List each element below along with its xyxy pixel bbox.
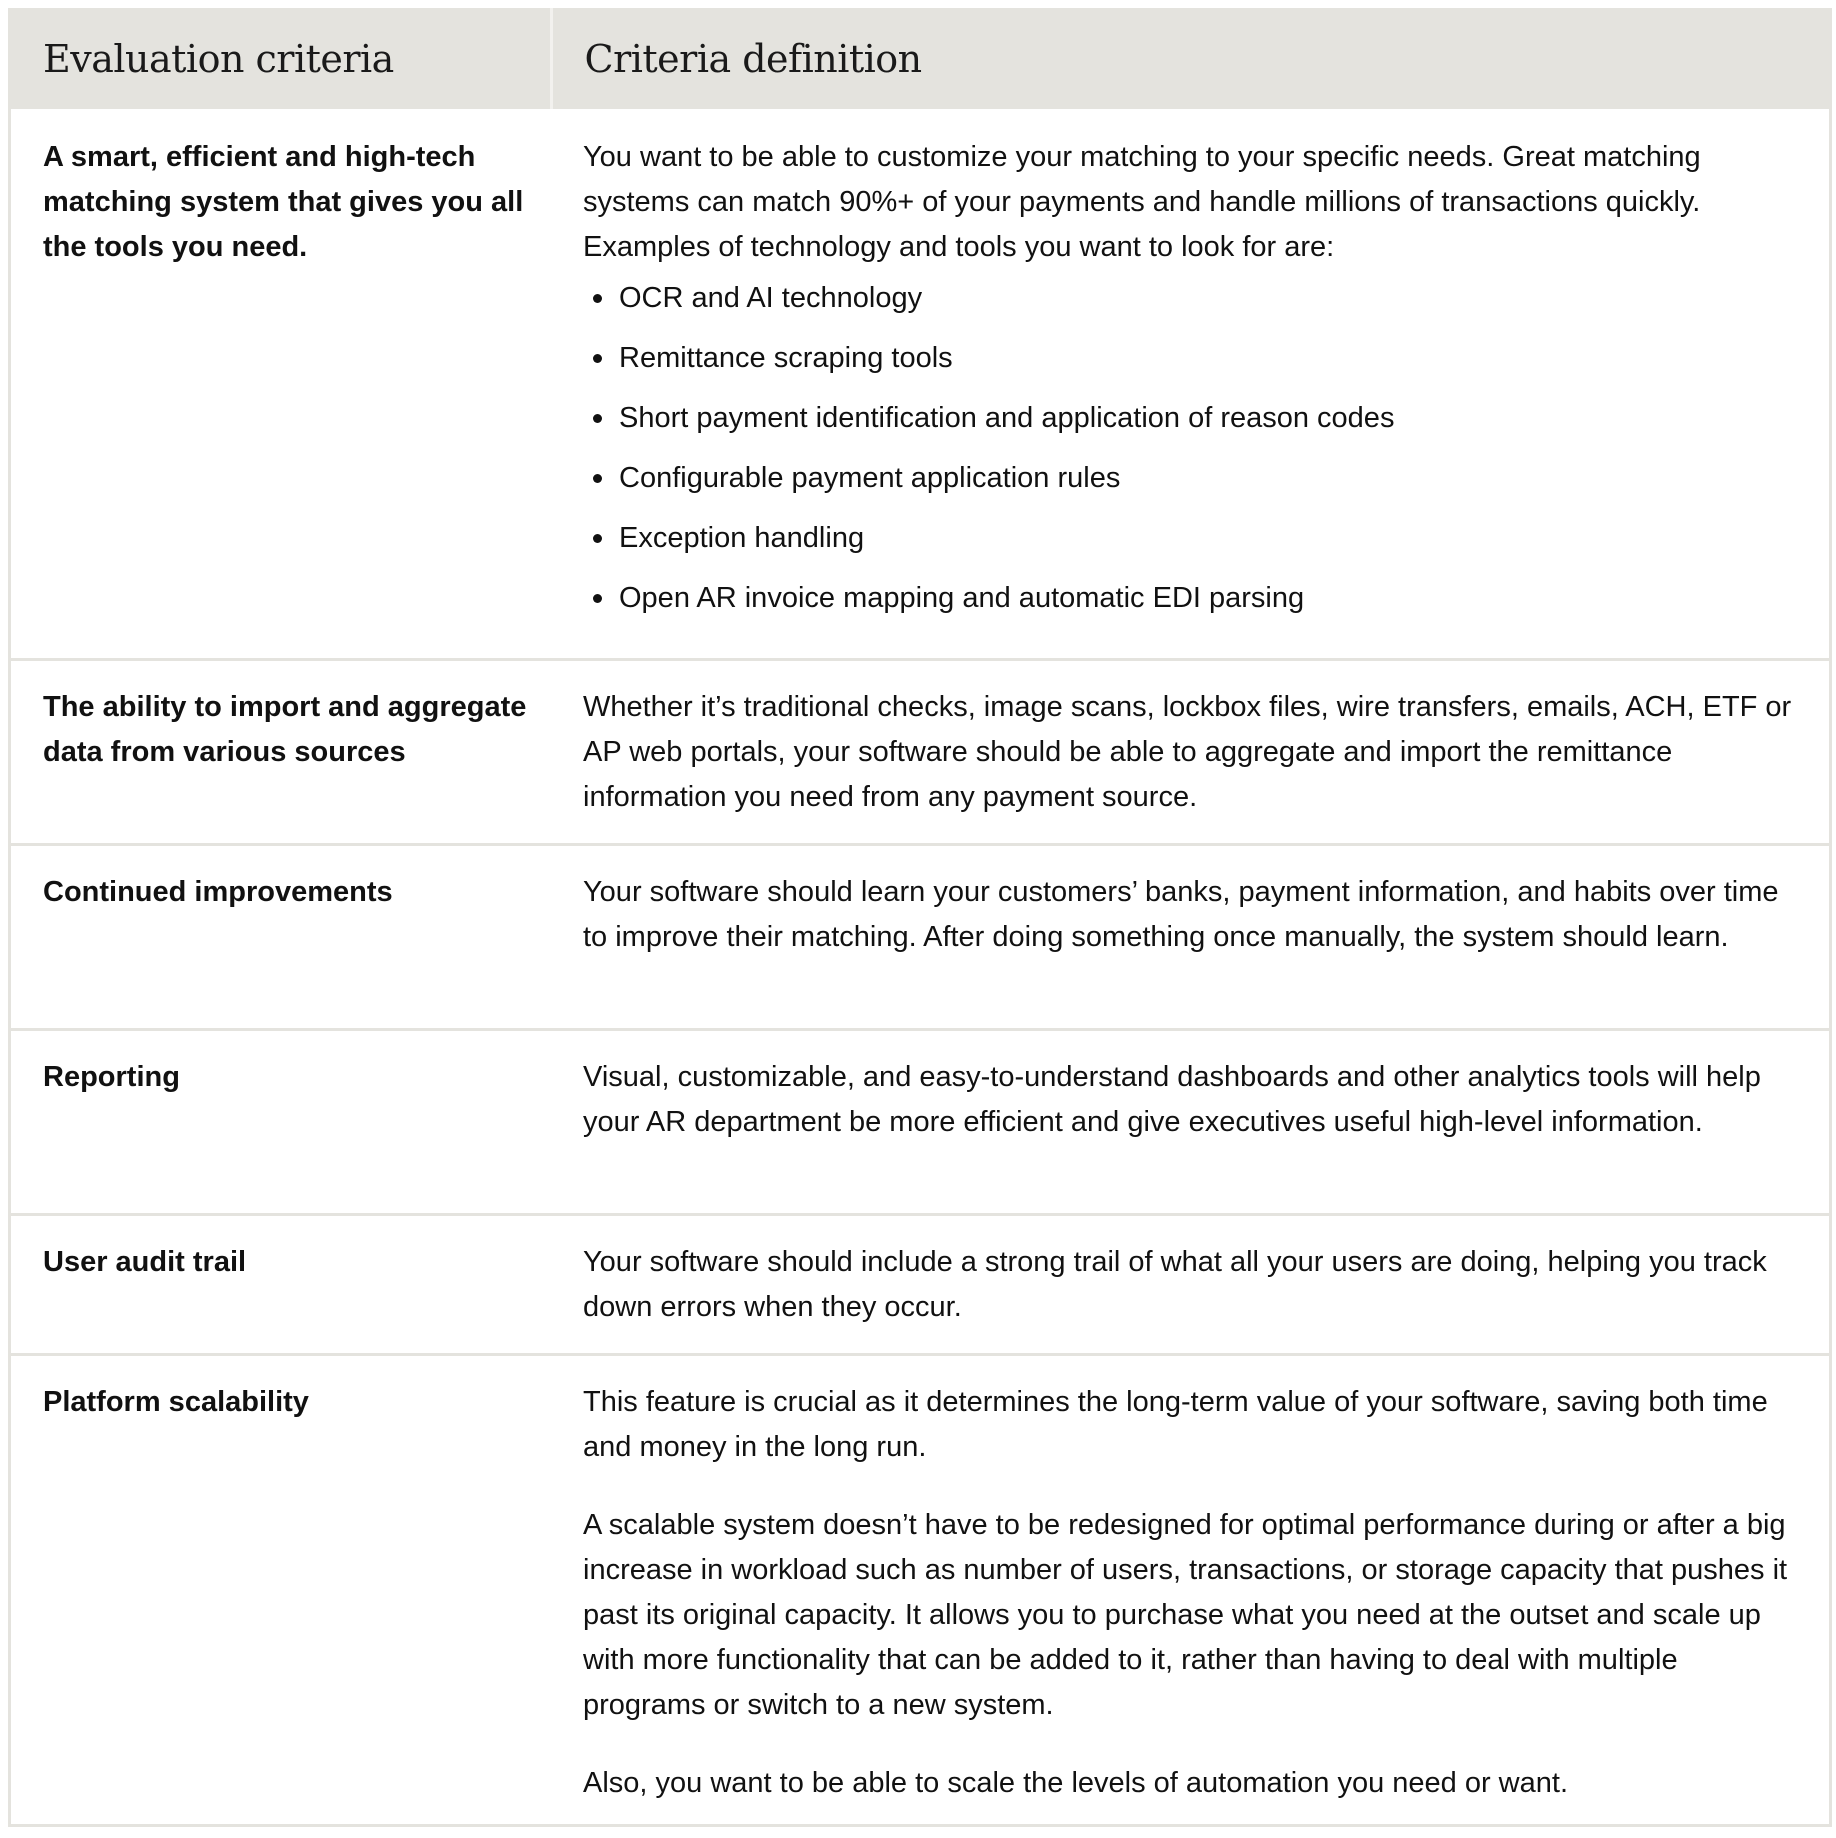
definition-paragraph: This feature is crucial as it determines the long-term value of your software, saving both time and money in the long run. xyxy=(583,1386,1768,1463)
tools-list xyxy=(583,276,1799,621)
evaluation-criteria-table xyxy=(8,8,1832,1827)
definition-cell xyxy=(551,1030,1829,1215)
list-item-text: Configurable payment application rules xyxy=(619,462,1121,494)
bullet-icon xyxy=(593,474,602,483)
bullet-icon xyxy=(593,534,602,543)
criteria-cell: Reporting xyxy=(11,1030,551,1215)
table-row xyxy=(11,1215,1829,1355)
header-evaluation-criteria: Evaluation criteria xyxy=(11,8,551,109)
list-item xyxy=(589,396,1799,441)
criteria-cell: A smart, efficient and high-tech matching system that gives you all the tools you need. xyxy=(43,141,524,263)
table-header xyxy=(11,8,1829,109)
list-item xyxy=(589,276,1799,321)
list-item xyxy=(589,516,1799,561)
definition-paragraph: Your software should learn your customers’ banks, payment information, and habits over time to improve their matching. After doing something once manually, the system should learn. xyxy=(583,876,1779,953)
definition-paragraph: A scalable system doesn’t have to be redesigned for optimal performance during or after a big increase in workload such as number of users, transactions, or storage capacity that pushes it past its original capacity. It allows you to purchase what you need at the outset and scale up with more functionality that can be added to it, rather than having to deal with multiple programs or switch to a new system. xyxy=(583,1509,1788,1721)
bullet-icon xyxy=(593,354,602,363)
list-item xyxy=(589,336,1799,381)
list-item-text: Short payment identification and application of reason codes xyxy=(619,402,1395,434)
definition-cell xyxy=(551,1215,1829,1355)
table-row xyxy=(11,660,1829,845)
bullet-icon xyxy=(593,414,602,423)
definition-cell xyxy=(551,1355,1829,1825)
list-item-text: Remittance scraping tools xyxy=(619,342,953,374)
definition-cell xyxy=(551,660,1829,845)
criteria-cell: User audit trail xyxy=(11,1215,551,1355)
definition-cell xyxy=(551,109,1829,660)
definition-paragraph: Also, you want to be able to scale the levels of automation you need or want. xyxy=(583,1767,1568,1799)
definition-paragraph: Your software should include a strong trail of what all your users are doing, helping you track down errors when they occur. xyxy=(583,1246,1767,1323)
list-item-text: OCR and AI technology xyxy=(619,282,923,314)
table-row xyxy=(11,1355,1829,1825)
table-body xyxy=(11,109,1829,1824)
list-item-text: Open AR invoice mapping and automatic EDI parsing xyxy=(619,582,1305,614)
definition-paragraph: Whether it’s traditional checks, image scans, lockbox files, wire transfers, emails, ACH, ETF or AP web portals, your software should be able to aggregate and import the remittance information you need from any payment source. xyxy=(583,691,1792,813)
table-row xyxy=(11,1030,1829,1215)
criteria-table xyxy=(11,8,1829,1824)
header-row xyxy=(11,8,1829,109)
bullet-icon xyxy=(593,294,602,303)
list-item-text: Exception handling xyxy=(619,522,865,554)
definition-paragraph: Visual, customizable, and easy-to-understand dashboards and other analytics tools will help your AR department be more efficient and give executives useful high-level information. xyxy=(583,1061,1761,1138)
definition-cell xyxy=(551,845,1829,1030)
criteria-cell: Continued improvements xyxy=(11,845,551,1030)
header-criteria-definition: Criteria definition xyxy=(551,8,1829,109)
list-item xyxy=(589,576,1799,621)
bullet-icon xyxy=(593,594,602,603)
list-item xyxy=(589,456,1799,501)
definition-paragraph: You want to be able to customize your matching to your specific needs. Great matching systems can match 90%+ of your payments and handle millions of transactions quickly. Examples of technology and tools you want to look for are: xyxy=(583,141,1701,263)
table-row xyxy=(11,845,1829,1030)
criteria-cell: The ability to import and aggregate data from various sources xyxy=(11,660,551,845)
table-row xyxy=(11,109,1829,660)
criteria-cell: Platform scalability xyxy=(11,1355,551,1825)
